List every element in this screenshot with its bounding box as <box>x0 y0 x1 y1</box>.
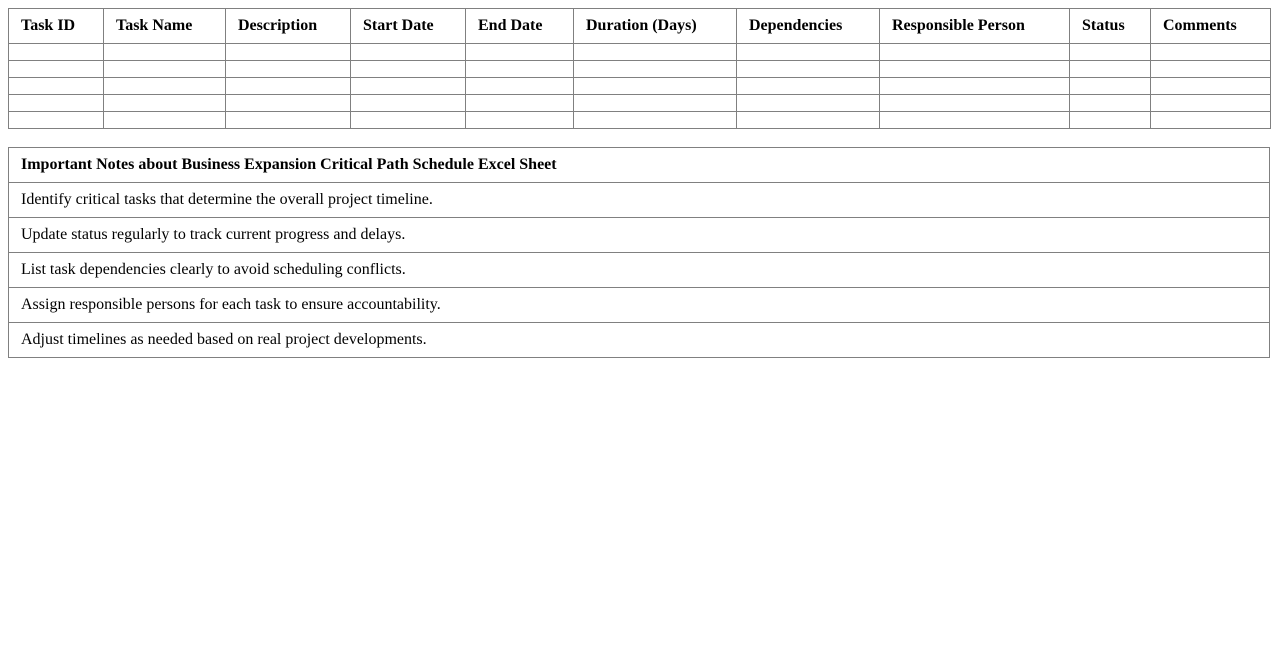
schedule-table <box>8 8 1271 129</box>
table-cell[interactable] <box>1151 95 1271 112</box>
table-cell[interactable] <box>9 78 104 95</box>
table-cell[interactable] <box>574 112 737 129</box>
column-header-task-id: Task ID <box>9 9 104 44</box>
table-cell[interactable] <box>226 78 351 95</box>
column-header-start-date: Start Date <box>351 9 466 44</box>
table-cell[interactable] <box>9 61 104 78</box>
table-row <box>9 61 1271 78</box>
table-cell[interactable] <box>466 61 574 78</box>
table-cell[interactable] <box>1070 95 1151 112</box>
table-cell[interactable] <box>104 61 226 78</box>
column-header-end-date: End Date <box>466 9 574 44</box>
table-cell[interactable] <box>226 112 351 129</box>
column-header-duration: Duration (Days) <box>574 9 737 44</box>
table-cell[interactable] <box>104 112 226 129</box>
note-row <box>9 323 1270 358</box>
column-header-responsible-person: Responsible Person <box>880 9 1070 44</box>
table-cell[interactable] <box>880 44 1070 61</box>
table-cell[interactable] <box>1070 78 1151 95</box>
table-cell[interactable] <box>226 44 351 61</box>
table-cell[interactable] <box>1070 44 1151 61</box>
header-row <box>9 9 1271 44</box>
table-cell[interactable] <box>1151 112 1271 129</box>
table-cell[interactable] <box>574 78 737 95</box>
note-row <box>9 253 1270 288</box>
note-row <box>9 218 1270 253</box>
table-cell[interactable] <box>1070 61 1151 78</box>
table-cell[interactable] <box>880 78 1070 95</box>
table-row <box>9 112 1271 129</box>
table-row <box>9 44 1271 61</box>
table-cell[interactable] <box>226 95 351 112</box>
table-cell[interactable] <box>574 44 737 61</box>
table-cell[interactable] <box>351 61 466 78</box>
note-item: Assign responsible persons for each task to ensure accountability. <box>9 288 1270 323</box>
table-cell[interactable] <box>880 112 1070 129</box>
table-cell[interactable] <box>466 95 574 112</box>
table-cell[interactable] <box>351 44 466 61</box>
table-cell[interactable] <box>737 95 880 112</box>
notes-table <box>8 147 1270 358</box>
table-cell[interactable] <box>1151 61 1271 78</box>
table-cell[interactable] <box>351 95 466 112</box>
table-cell[interactable] <box>466 78 574 95</box>
table-cell[interactable] <box>1151 78 1271 95</box>
table-cell[interactable] <box>104 95 226 112</box>
table-row <box>9 78 1271 95</box>
table-cell[interactable] <box>737 44 880 61</box>
table-cell[interactable] <box>574 61 737 78</box>
table-cell[interactable] <box>351 78 466 95</box>
table-cell[interactable] <box>9 95 104 112</box>
note-item: Identify critical tasks that determine the overall project timeline. <box>9 183 1270 218</box>
notes-title: Important Notes about Business Expansion Critical Path Schedule Excel Sheet <box>9 148 1270 183</box>
column-header-description: Description <box>226 9 351 44</box>
table-cell[interactable] <box>466 44 574 61</box>
table-cell[interactable] <box>226 61 351 78</box>
table-cell[interactable] <box>9 44 104 61</box>
table-cell[interactable] <box>104 78 226 95</box>
note-item: List task dependencies clearly to avoid scheduling conflicts. <box>9 253 1270 288</box>
column-header-status: Status <box>1070 9 1151 44</box>
table-cell[interactable] <box>466 112 574 129</box>
table-cell[interactable] <box>737 112 880 129</box>
table-cell[interactable] <box>351 112 466 129</box>
table-cell[interactable] <box>574 95 737 112</box>
table-cell[interactable] <box>1151 44 1271 61</box>
table-cell[interactable] <box>880 61 1070 78</box>
schedule-body <box>9 44 1271 129</box>
note-row <box>9 183 1270 218</box>
table-cell[interactable] <box>9 112 104 129</box>
table-cell[interactable] <box>737 78 880 95</box>
note-item: Adjust timelines as needed based on real project developments. <box>9 323 1270 358</box>
note-item: Update status regularly to track current progress and delays. <box>9 218 1270 253</box>
note-row <box>9 288 1270 323</box>
table-row <box>9 95 1271 112</box>
column-header-comments: Comments <box>1151 9 1271 44</box>
notes-title-row <box>9 148 1270 183</box>
column-header-dependencies: Dependencies <box>737 9 880 44</box>
table-cell[interactable] <box>737 61 880 78</box>
table-cell[interactable] <box>1070 112 1151 129</box>
table-cell[interactable] <box>104 44 226 61</box>
table-cell[interactable] <box>880 95 1070 112</box>
column-header-task-name: Task Name <box>104 9 226 44</box>
